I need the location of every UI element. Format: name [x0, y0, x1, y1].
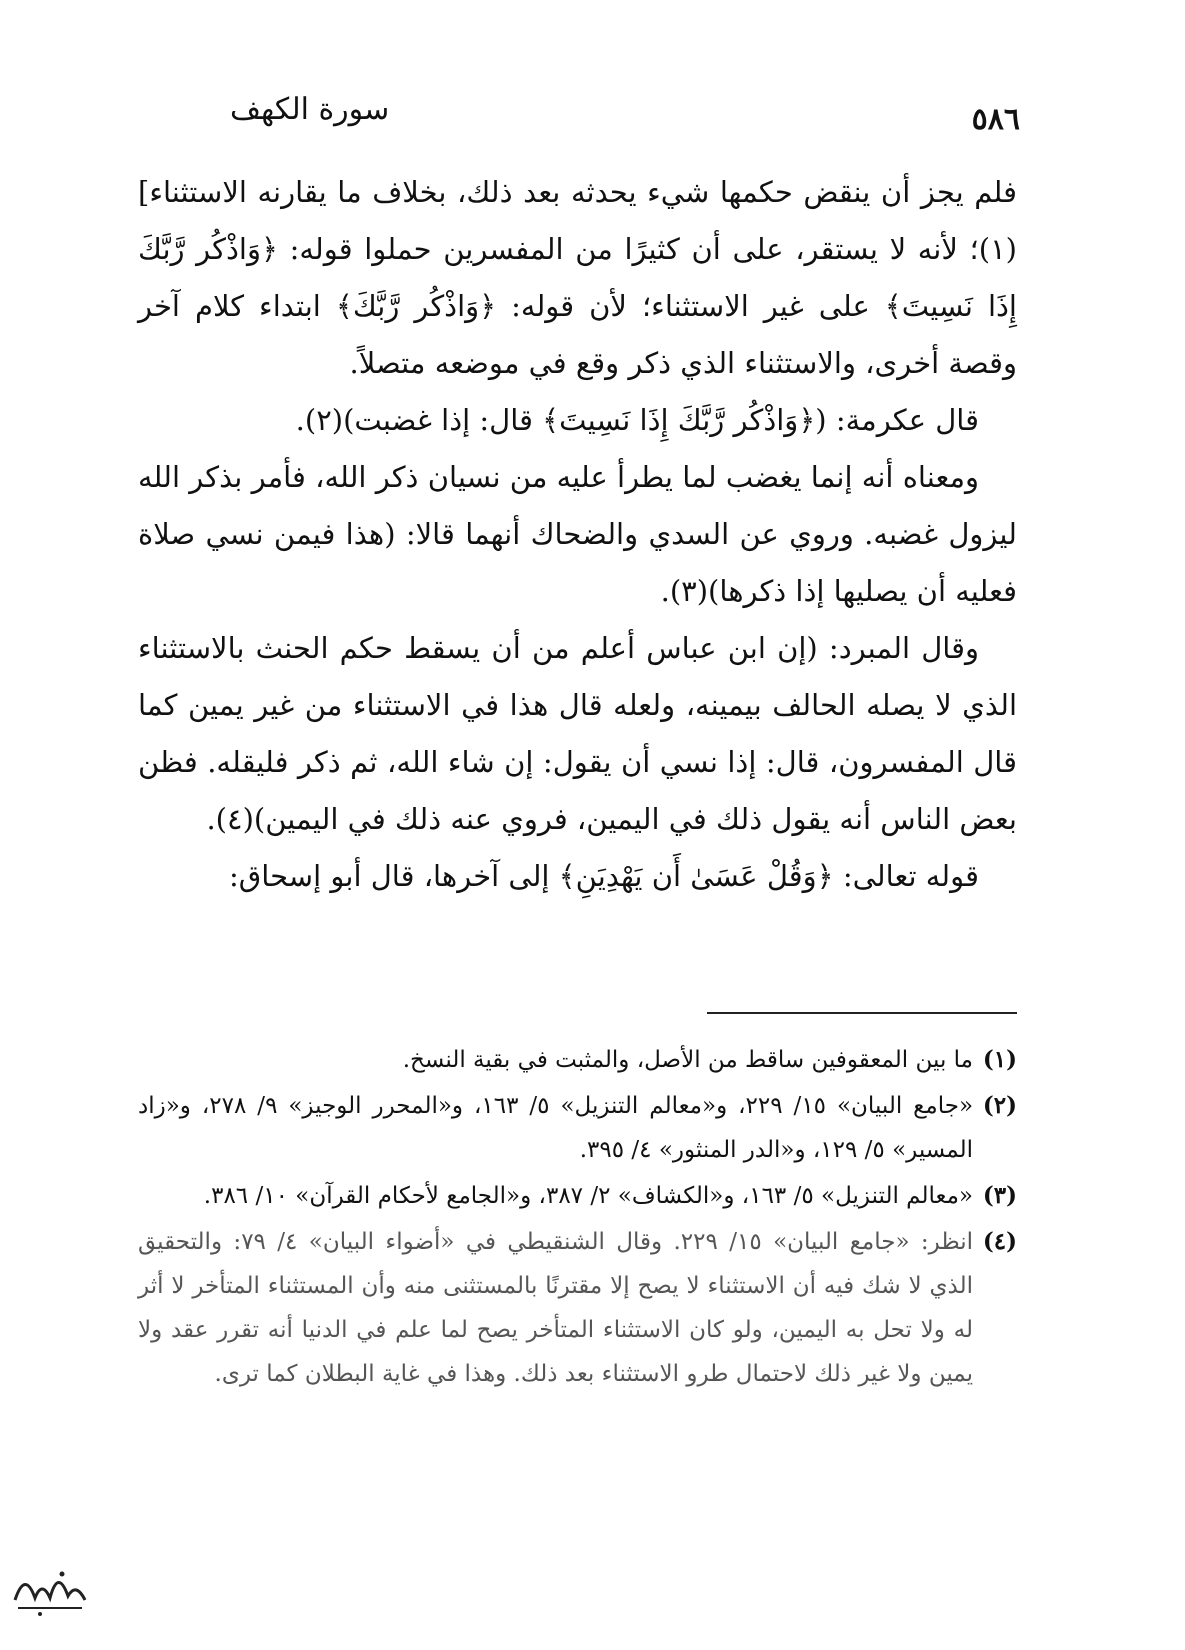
- footnote: [138, 1220, 1017, 1396]
- footnote-text: انظر: «جامع البيان» ١٥/ ٢٢٩. وقال الشنقيطي في «أضواء البيان» ٤/ ٧٩: والتحقيق الذي لا شك فيه أن الاستثناء لا يصح إلا مقترنًا بالمستثنى منه وأن المستثناء المتأخر لا أثر له ولا تحل به اليمين، ولو كان الاستثناء المتأخر يصح لما علم في الدنيا أنه تقرر عقد ولا يمين ولا غير ذلك لاحتمال طرو الاستثناء بعد ذلك. وهذا في غاية البطلان كما ترى.: [138, 1229, 974, 1387]
- footnote-divider: [707, 1012, 1017, 1014]
- paragraph: قال عكرمة: (﴿وَاذْكُر رَّبَّكَ إِذَا نَسِيتَ﴾ قال: إذا غضبت)(٢).: [295, 403, 979, 437]
- publisher-logo: [10, 1560, 90, 1620]
- page-header: [170, 92, 1020, 142]
- page-number: ٥٨٦: [971, 102, 1020, 137]
- footnote-text: «معالم التنزيل» ٥/ ١٦٣، و«الكشاف» ٢/ ٣٨٧، و«الجامع لأحكام القرآن» ١٠/ ٣٨٦.: [203, 1183, 973, 1209]
- paragraph: فلم يجز أن ينقض حكمها شيء يحدثه بعد ذلك، بخلاف ما يقارنه الاستثناء](١)؛ لأنه لا يستقر، على أن كثيرًا من المفسرين حملوا قوله: ﴿وَاذْكُر رَّبَّكَ إِذَا نَسِيتَ﴾ على غير الاستثناء؛ لأن قوله: ﴿وَاذْكُر رَّبَّكَ﴾ ابتداء كلام آخر وقصة أخرى، والاستثناء الذي ذكر وقع في موضعه متصلاً.: [138, 175, 1017, 380]
- paragraph: ومعناه أنه إنما يغضب لما يطرأ عليه من نسيان ذكر الله، فأمر بذكر الله ليزول غضبه. وروي عن السدي والضحاك أنهما قالا: (هذا فيمن نسي صلاة فعليه أن يصليها إذا ذكرها)(٣).: [138, 460, 1017, 608]
- main-text: [138, 164, 1017, 905]
- footnote-text: «جامع البيان» ١٥/ ٢٢٩، و«معالم التنزيل» ٥/ ١٦٣، و«المحرر الوجيز» ٩/ ٢٧٨، و«زاد المسير» ٥/ ١٢٩، و«الدر المنثور» ٤/ ٣٩٥.: [138, 1093, 974, 1163]
- running-title: سورة الكهف: [230, 92, 390, 127]
- footnote: [138, 1084, 1017, 1172]
- paragraph: وقال المبرد: (إن ابن عباس أعلم من أن يسقط حكم الحنث بالاستثناء الذي لا يصله الحالف بيمينه، ولعله قال هذا في الاستثناء من غير يمين كما قال المفسرون، قال: إذا نسي أن يقول: إن شاء الله، ثم ذكر فليقله. فظن بعض الناس أنه يقول ذلك في اليمين، فروي عنه ذلك في اليمين)(٤).: [138, 631, 1017, 836]
- footnote: [138, 1174, 1017, 1218]
- footnote-number: (٤): [982, 1228, 1017, 1255]
- footnote-number: (٣): [982, 1182, 1017, 1209]
- footnote-number: (١): [982, 1046, 1017, 1073]
- footnotes: [138, 1038, 1017, 1398]
- footnote-text: ما بين المعقوفين ساقط من الأصل، والمثبت في بقية النسخ.: [402, 1047, 973, 1073]
- paragraph: قوله تعالى: ﴿وَقُلْ عَسَىٰ أَن يَهْدِيَنِ﴾ إلى آخرها، قال أبو إسحاق:: [228, 859, 979, 893]
- footnote-number: (٢): [982, 1092, 1017, 1119]
- footnote: [138, 1038, 1017, 1082]
